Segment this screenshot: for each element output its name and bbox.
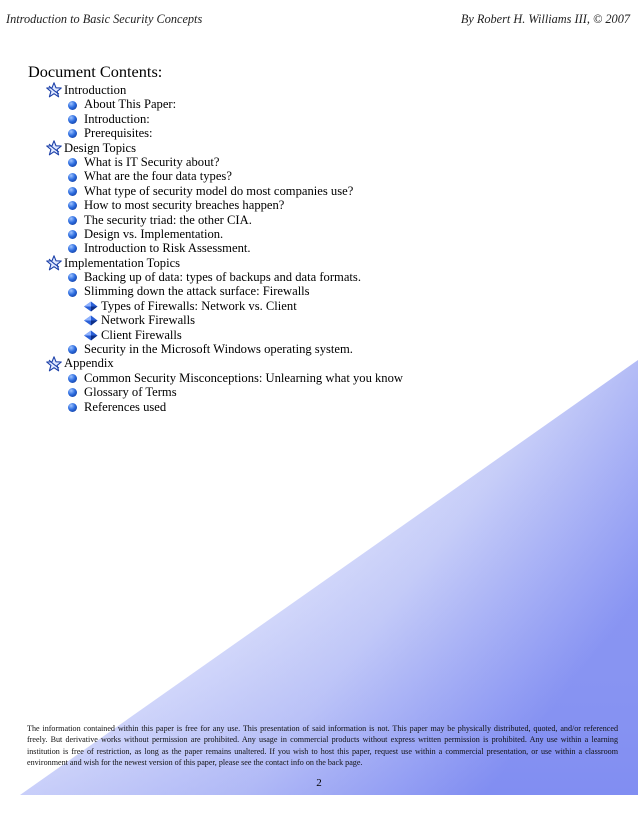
toc-entry-label: What type of security model do most companies use? [84, 183, 354, 198]
bullet-icon [66, 285, 84, 299]
diamond-bullet-icon [83, 328, 101, 342]
diamond-bullet-icon [83, 299, 101, 313]
toc-entry-label: Network Firewalls [101, 313, 196, 328]
toc-entry-label: References used [84, 399, 167, 414]
page-header [6, 12, 630, 27]
header-author: By Robert H. Williams III, © 2007 [460, 12, 630, 26]
bullet-icon [66, 385, 84, 399]
toc-entry-label: Design vs. Implementation. [84, 226, 224, 241]
bullet-icon [66, 98, 84, 112]
bullet-icon [66, 170, 84, 184]
toc-entry [28, 328, 403, 342]
toc-entry-label: How to most security breaches happen? [84, 198, 285, 213]
toc-entry [28, 141, 403, 155]
bullet-icon [66, 155, 84, 169]
toc-entry-label: Introduction: [84, 111, 150, 126]
toc-entry [28, 169, 403, 183]
toc-entry [28, 198, 403, 212]
toc-entry-label: Design Topics [64, 140, 136, 155]
toc-title: Document Contents: [28, 62, 163, 81]
toc-entry [28, 284, 403, 298]
copyright-notice: The information contained within this paper is free for any use. This presentation of said information is not. This paper may be physically distributed, quoted, and/or referenced freely. But derivative works without permission are prohibited. Any usage in commercial products without express written permission is prohibited. Any use within a learning institution is free of restriction, as long as the paper remains unaltered. If you wish to host this paper, request use within a commercial presentation, or use within a classroom environment and wish for the newest version of this paper, please see the contact info on the back page. [27, 724, 618, 768]
toc-entry [28, 155, 403, 169]
bullet-icon [66, 371, 84, 385]
toc-entry-label: The security triad: the other CIA. [84, 212, 252, 227]
toc-entry [28, 227, 403, 241]
toc-entry [28, 184, 403, 198]
toc-entry-label: Implementation Topics [64, 255, 181, 270]
bullet-icon [66, 198, 84, 212]
toc-entry [28, 313, 403, 327]
toc-entry-label: Client Firewalls [101, 327, 182, 342]
bullet-icon [66, 342, 84, 356]
toc-entry-label: Slimming down the attack surface: Firewalls [84, 284, 310, 299]
toc-entry-label: Glossary of Terms [84, 385, 177, 400]
toc-entry [28, 213, 403, 227]
toc-entry-label: Types of Firewalls: Network vs. Client [101, 298, 297, 313]
star-icon [46, 83, 64, 97]
toc-entry-label: Common Security Misconceptions: Unlearning what you know [84, 370, 404, 385]
toc-entry-label: What are the four data types? [84, 169, 232, 184]
toc-entry [28, 256, 403, 270]
toc-entry [28, 97, 403, 111]
toc-entry [28, 299, 403, 313]
toc-entry-label: Introduction to Risk Assessment. [84, 241, 251, 256]
bullet-icon [66, 126, 84, 140]
toc-entry [28, 356, 403, 370]
toc-entry-label: Introduction [64, 83, 127, 97]
bullet-icon [66, 400, 84, 414]
toc-entry-label: Prerequisites: [84, 126, 153, 141]
toc-entry [28, 126, 403, 140]
bullet-icon [66, 270, 84, 284]
star-icon [46, 141, 64, 155]
header-title: Introduction to Basic Security Concepts [6, 12, 203, 26]
document-contents [28, 62, 403, 414]
toc-entry-label: Appendix [64, 356, 114, 371]
toc-entry [28, 83, 403, 97]
toc-entry [28, 270, 403, 284]
toc-list [28, 83, 403, 414]
bullet-icon [66, 184, 84, 198]
bullet-icon [66, 227, 84, 241]
bullet-icon [66, 112, 84, 126]
bullet-icon [66, 213, 84, 227]
toc-entry [28, 400, 403, 414]
toc-entry [28, 241, 403, 255]
toc-entry-label: Security in the Microsoft Windows operating system. [84, 342, 353, 357]
toc-entry [28, 112, 403, 126]
star-icon [46, 256, 64, 270]
bullet-icon [66, 241, 84, 255]
toc-entry [28, 371, 403, 385]
page-number: 2 [316, 777, 322, 789]
star-icon [46, 357, 64, 371]
toc-entry [28, 342, 403, 356]
toc-entry-label: What is IT Security about? [84, 154, 220, 169]
toc-entry-label: About This Paper: [84, 97, 177, 112]
diamond-bullet-icon [83, 313, 101, 327]
toc-entry [28, 385, 403, 399]
toc-entry-label: Backing up of data: types of backups and data formats. [84, 270, 361, 285]
